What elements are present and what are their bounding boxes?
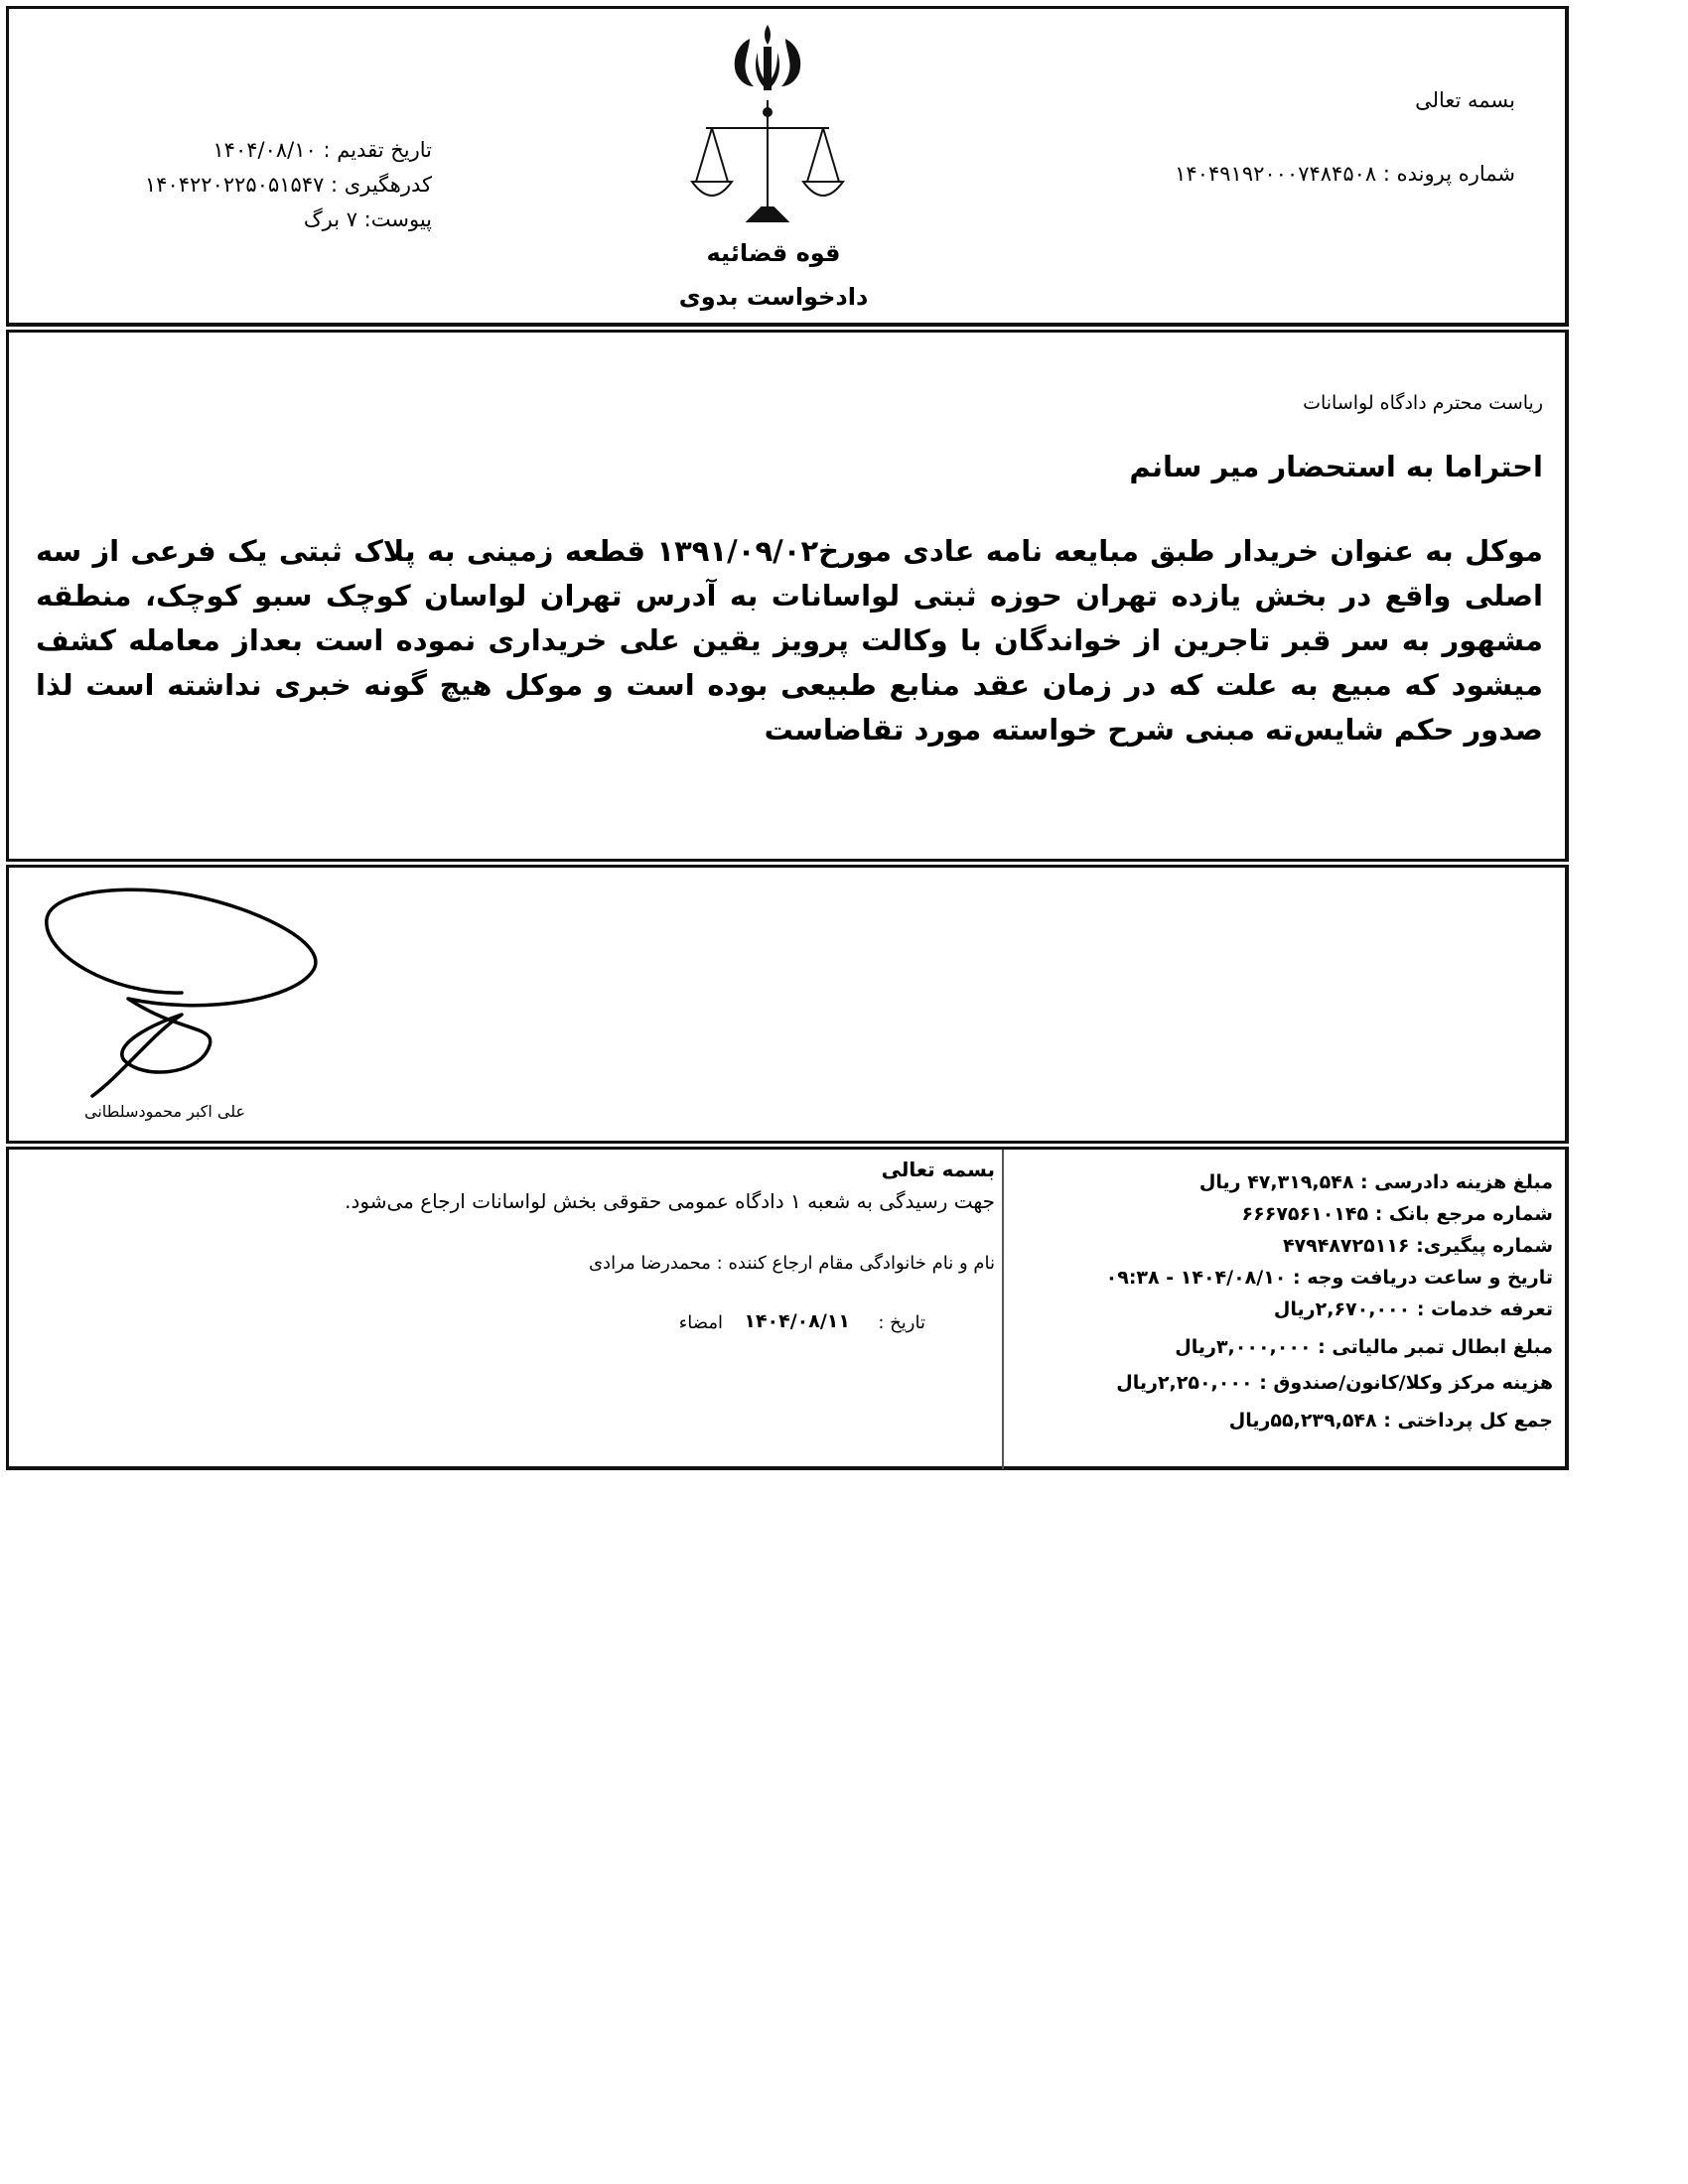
- greeting: احتراما به استحضار میر سانم: [1129, 450, 1543, 483]
- fee-line: شماره پیگیری: ۴۷۹۴۸۷۲۵۱۱۶: [1282, 1235, 1553, 1257]
- judiciary-emblem-icon: [688, 13, 847, 241]
- addressee: ریاست محترم دادگاه لواسانات: [1303, 392, 1543, 414]
- petition-body: [6, 330, 1569, 862]
- fee-line: هزینه مرکز وکلا/کانون/صندوق : ۲,۲۵۰,۰۰۰ریال: [1116, 1372, 1553, 1394]
- signer-name: علی اکبر محمودسلطانی: [84, 1102, 246, 1121]
- fee-line: مبلغ ابطال تمبر مالیاتی : ۳,۰۰۰,۰۰۰ریال: [1175, 1336, 1553, 1358]
- referral-date: ۱۴۰۴/۰۸/۱۱: [744, 1310, 850, 1332]
- sign-label: امضاء: [678, 1312, 723, 1333]
- handwritten-signature: [33, 876, 331, 1104]
- fee-line: تعرفه خدمات : ۲,۶۷۰,۰۰۰ریال: [1273, 1298, 1553, 1320]
- referral-bismillah: بسمه تعالی: [881, 1158, 995, 1181]
- fee-line: مبلغ هزینه دادرسی : ۴۷,۳۱۹,۵۴۸ ریال: [1198, 1171, 1553, 1193]
- referral-and-fees: [6, 1147, 1569, 1470]
- document-header: [6, 6, 1569, 327]
- petition-text: موکل به عنوان خریدار طبق مبایعه نامه عادی مورخ۱۳۹۱/۰۹/۰۲ قطعه زمینی به پلاک ثبتی یک فرعی از سه اصلی واقع در بخش یازده تهران حوزه ثبتی لواسانات به آدرس تهران لواسان کوچک سبو کوچک، منطقه مشهور به سر قبر تاجرین از خواندگان با وکالت پرویز یقین علی خریداری نموده است بعداز معامله کشف میشود که مبیع به علت که در زمان عقد منابع طبیعی بوده است و موکل هیچ گونه خبری نداشته است لذا صدور حکم شایس‌ته مبنی شرح خواسته مورد تقاضاست: [36, 534, 1543, 747]
- referrer-name: نام و نام خانوادگی مقام ارجاع کننده : محمدرضا مرادی: [588, 1253, 995, 1274]
- fee-total: جمع کل پرداختی : ۵۵,۲۳۹,۵۴۸ریال: [1228, 1410, 1553, 1432]
- signature-section: [6, 865, 1569, 1144]
- org-name: قوه قضائیه: [706, 239, 841, 267]
- header-bismillah: بسمه تعالی: [1415, 88, 1515, 112]
- referral-text: جهت رسیدگی به شعبه ۱ دادگاه عمومی حقوقی بخش لواسانات ارجاع می‌شود.: [345, 1189, 995, 1213]
- document-type: دادخواست بدوی: [678, 283, 869, 311]
- attachment-count: پیوست: ۷ برگ: [303, 207, 432, 231]
- referral-date-label: تاریخ :: [878, 1312, 925, 1333]
- case-number: شماره پرونده : ۱۴۰۴۹۱۹۲۰۰۰۷۴۸۴۵۰۸: [1175, 162, 1515, 186]
- submit-date: تاریخ تقدیم : ۱۴۰۴/۰۸/۱۰: [212, 138, 432, 162]
- tracking-code: کدرهگیری : ۱۴۰۴۲۲۰۲۲۵۰۵۱۵۴۷: [144, 173, 432, 197]
- fee-line: تاریخ و ساعت دریافت وجه : ۱۴۰۴/۰۸/۱۰ - ۰۹:۳۸: [1105, 1267, 1553, 1289]
- fee-line: شماره مرجع بانک : ۶۶۶۷۵۶۱۰۱۴۵: [1241, 1203, 1553, 1225]
